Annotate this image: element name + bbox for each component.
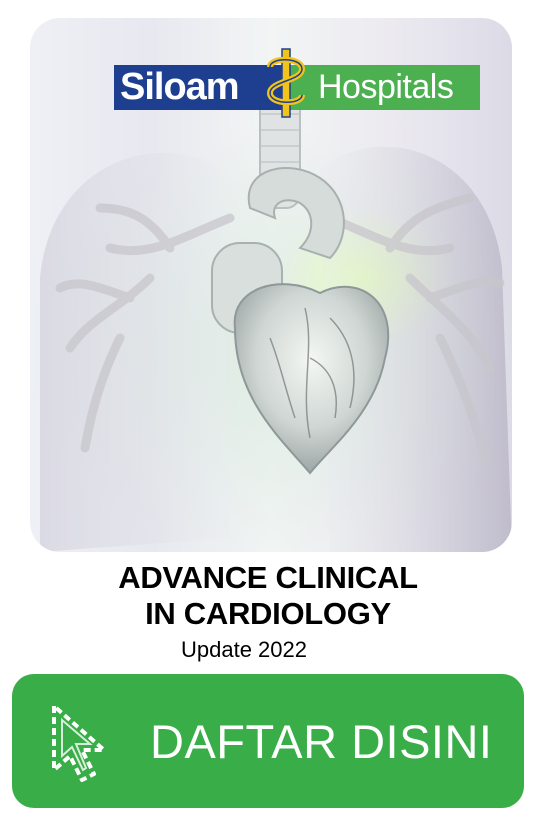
- logo-brand-right: Hospitals: [282, 65, 480, 110]
- headline-line-1: ADVANCE CLINICAL: [118, 560, 418, 595]
- hero-banner: [30, 18, 512, 552]
- register-button[interactable]: [12, 674, 524, 808]
- cursor-arrow-icon: [48, 700, 134, 786]
- caduceus-icon: [264, 47, 308, 119]
- register-button-label: DAFTAR DISINI: [150, 715, 493, 768]
- subtitle: Update 2022: [181, 637, 307, 662]
- siloam-hospitals-logo: [114, 55, 480, 115]
- headline-line-2: IN CARDIOLOGY: [145, 596, 391, 631]
- logo-brand-left: Siloam: [114, 65, 282, 110]
